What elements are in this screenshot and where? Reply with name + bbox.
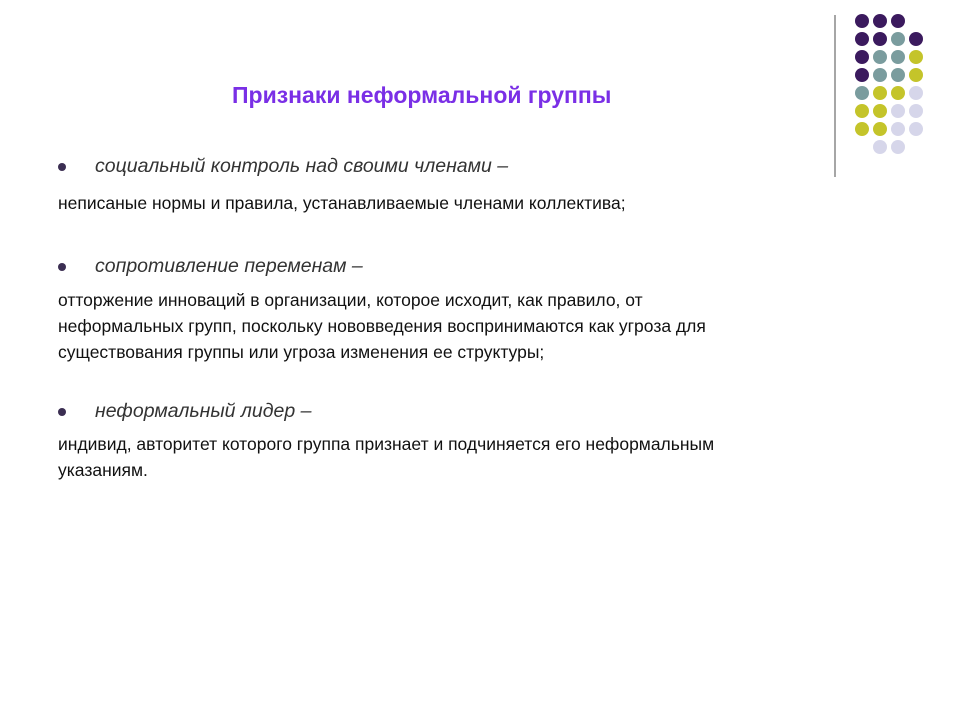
decorative-dot	[909, 122, 923, 136]
decorative-dot	[873, 14, 887, 28]
description-line: существования группы или угроза изменения ее структуры;	[58, 342, 545, 362]
decorative-dot	[873, 50, 887, 64]
decorative-dot	[873, 32, 887, 46]
bullet-item-resistance-to-change	[58, 255, 658, 283]
decorative-dot	[855, 86, 869, 100]
decorative-dot	[909, 68, 923, 82]
bullet-description	[58, 431, 878, 483]
decorative-dot	[855, 50, 869, 64]
description-line: указаниям.	[58, 460, 148, 480]
decorative-dot	[891, 122, 905, 136]
decorative-dot	[891, 86, 905, 100]
description-line: неформальных групп, поскольку нововведения воспринимаются как угроза для	[58, 316, 706, 336]
decorative-dot	[873, 68, 887, 82]
bullet-description	[58, 287, 878, 365]
decorative-dot	[891, 104, 905, 118]
decorative-dot	[909, 50, 923, 64]
decorative-dot	[891, 50, 905, 64]
description-line: отторжение инноваций в организации, которое исходит, как правило, от	[58, 290, 643, 310]
bullet-icon	[58, 163, 66, 171]
decorative-dot	[855, 104, 869, 118]
decorative-dot	[909, 104, 923, 118]
decorative-dot	[909, 86, 923, 100]
decorative-dot	[855, 68, 869, 82]
description-line: неписаные нормы и правила, устанавливаемые членами коллектива;	[58, 193, 626, 213]
bullet-term: социальный контроль над своими членами –	[95, 155, 509, 177]
decorative-dot	[855, 122, 869, 136]
slide-title: Признаки неформальной группы	[232, 82, 612, 108]
divider-line	[834, 15, 836, 177]
decorative-dot	[891, 32, 905, 46]
bullet-term: сопротивление переменам –	[95, 255, 363, 277]
decorative-dot	[891, 14, 905, 28]
bullet-description	[58, 190, 878, 216]
bullet-icon	[58, 408, 66, 416]
decorative-dot	[909, 32, 923, 46]
decorative-dot	[873, 122, 887, 136]
decorative-dot	[891, 140, 905, 154]
bullet-item-social-control	[58, 155, 658, 183]
bullet-icon	[58, 263, 66, 271]
bullet-term: неформальный лидер –	[95, 400, 312, 422]
decorative-dot	[891, 68, 905, 82]
description-line: индивид, авторитет которого группа признает и подчиняется его неформальным	[58, 434, 715, 454]
decorative-dot	[855, 14, 869, 28]
decorative-dot	[873, 104, 887, 118]
decorative-dot	[873, 140, 887, 154]
decorative-dot	[855, 32, 869, 46]
decorative-dot	[873, 86, 887, 100]
bullet-item-informal-leader	[58, 400, 658, 428]
